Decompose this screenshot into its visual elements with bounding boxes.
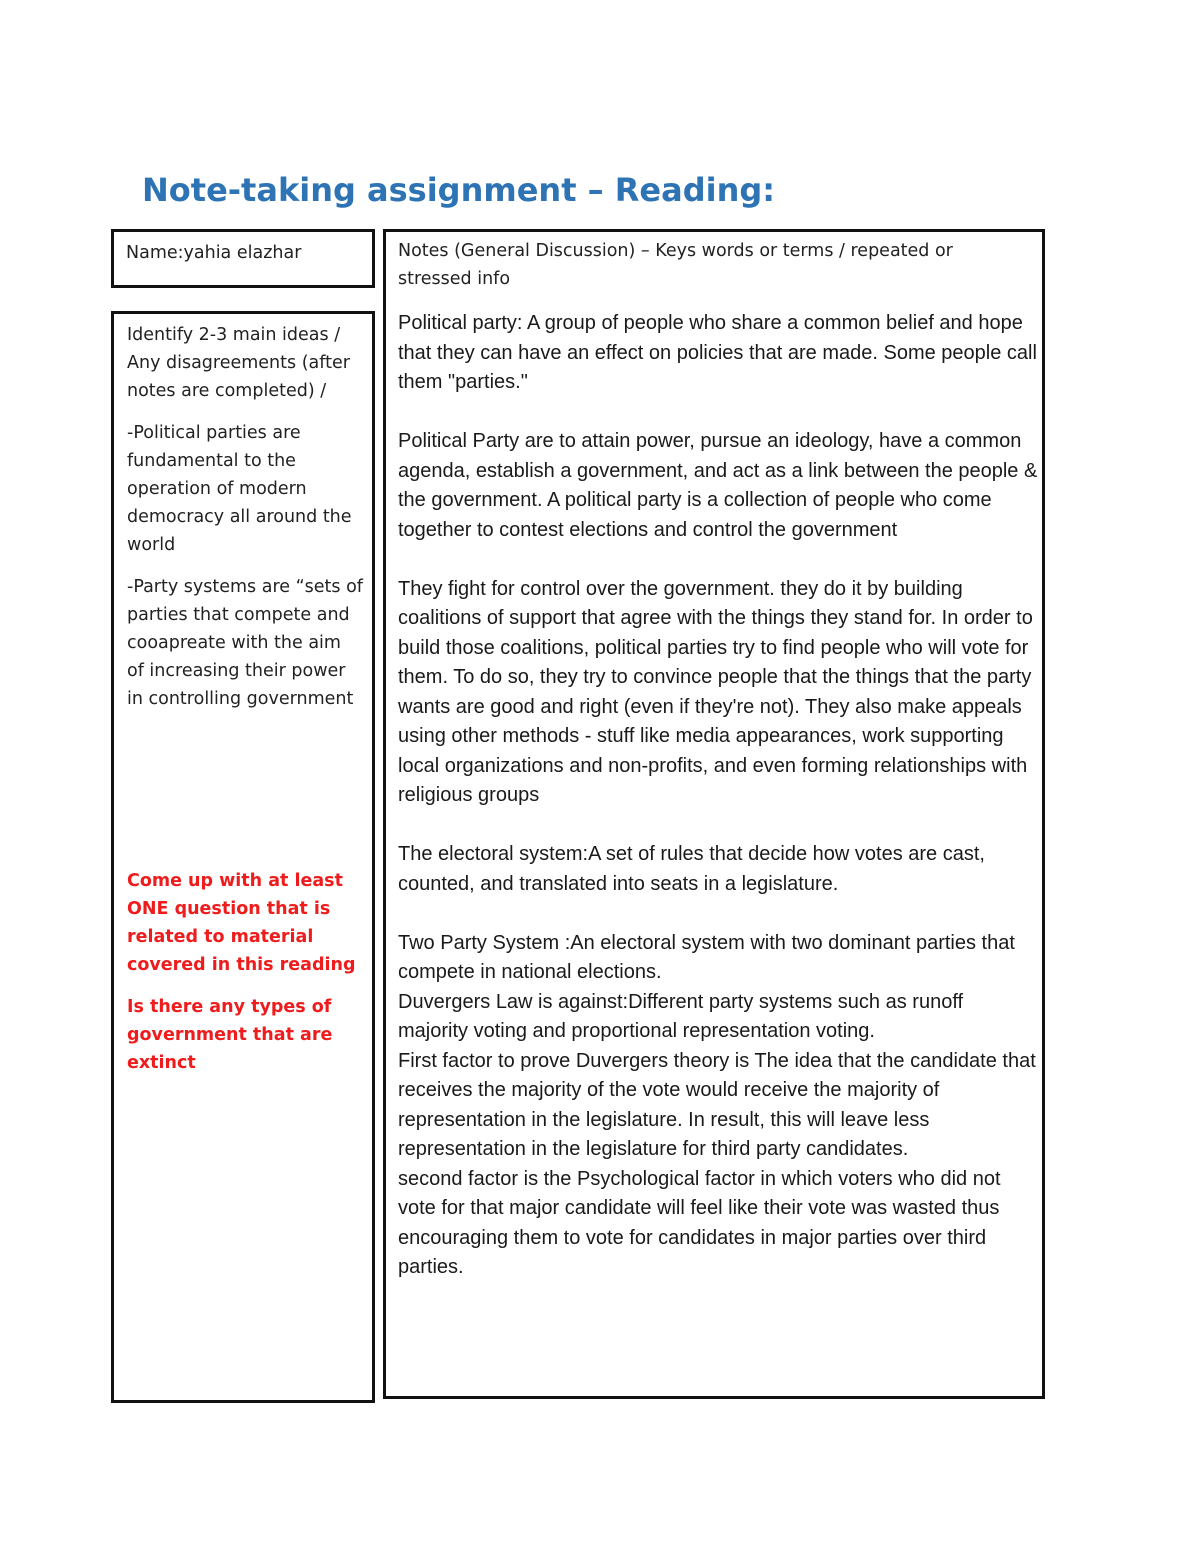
notes-line-second-factor: second factor is the Psychological factor in which voters who did not vote for that major candidate will feel like their vote was wasted thus encouraging them to vote for candidates in major parties over third parties. bbox=[398, 1167, 1001, 1278]
main-ideas-box bbox=[111, 311, 375, 1403]
notes-body bbox=[398, 309, 1038, 1283]
question-prompt: Come up with at least ONE question that is related to material covered in this reading bbox=[127, 871, 356, 975]
student-name: Name:yahia elazhar bbox=[126, 243, 302, 263]
blank-space bbox=[127, 727, 363, 867]
main-ideas-prompt: Identify 2-3 main ideas / Any disagreements (after notes are completed) / bbox=[127, 325, 350, 401]
notes-paragraph: Political party: A group of people who share a common belief and hope that they can have an effect on policies that are made. Some people call them "parties." bbox=[398, 312, 1037, 393]
student-question: Is there any types of government that are extinct bbox=[127, 997, 333, 1073]
page-title: Note-taking assignment – Reading: bbox=[142, 171, 776, 209]
notes-paragraph: Political Party are to attain power, pursue an ideology, have a common agenda, establish a government, and act as a link between the people & the government. A political party is a collection of people who come together to contest elections and control the government bbox=[398, 430, 1038, 541]
notes-header: Notes (General Discussion) – Keys words or terms / repeated or stressed info bbox=[398, 241, 953, 289]
main-idea-2: -Party systems are “sets of parties that compete and cooapreate with the aim of increasing their power in controlling government bbox=[127, 577, 363, 709]
name-box bbox=[111, 229, 375, 288]
main-ideas-column bbox=[127, 321, 363, 1091]
notes-box bbox=[383, 229, 1045, 1399]
notes-line-first-factor: First factor to prove Duvergers theory is The idea that the candidate that receives the majority of the vote would receive the majority of representation in the legislature. In result, this will leave less representation in the legislature for third party candidates. bbox=[398, 1049, 1036, 1160]
notes-paragraph: They fight for control over the government. they do it by building coalitions of support that agree with the things they stand for. In order to build those coalitions, political parties try to find people who will vote for them. To do so, they try to convince people that the things that the party wants are good and right (even if they're not). They also make appeals using other methods - stuff like media appearances, work supporting local organizations and non-profits, and even forming relationships with religious groups bbox=[398, 577, 1033, 806]
notes-line-duverger-law: Duvergers Law is against:Different party systems such as runoff majority voting and proportional representation voting. bbox=[398, 990, 964, 1042]
main-idea-1: -Political parties are fundamental to the operation of modern democracy all around the world bbox=[127, 423, 352, 555]
notes-line-two-party: Two Party System :An electoral system with two dominant parties that compete in national elections. bbox=[398, 931, 1015, 983]
notes-paragraph: The electoral system:A set of rules that decide how votes are cast, counted, and translated into seats in a legislature. bbox=[398, 843, 985, 895]
